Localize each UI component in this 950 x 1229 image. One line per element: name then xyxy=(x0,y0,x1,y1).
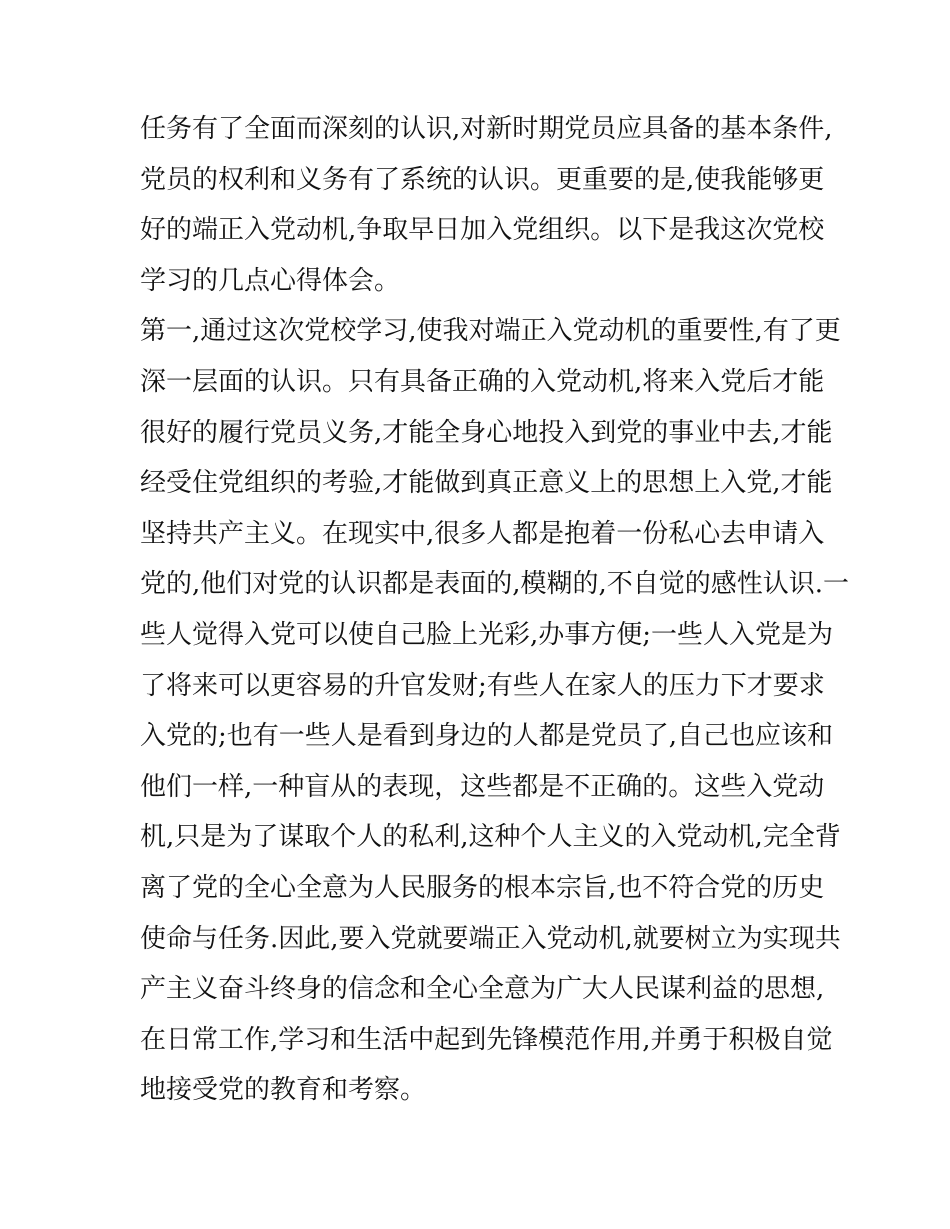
text-line: 机,只是为了谋取个人的私利,这种个人主义的入党动机,完全背 xyxy=(140,822,841,853)
text-line: 了将来可以更容易的升官发财;有些人在家人的压力下才要求 xyxy=(140,670,825,701)
text-line: 使命与任务.因此,要入党就要端正入党动机,就要树立为实现共 xyxy=(140,923,841,954)
text-line: 产主义奋斗终身的信念和全心全意为广大人民谋利益的思想, xyxy=(140,974,825,1005)
text-line: 经受住党组织的考验,才能做到真正意义上的思想上入党,才能 xyxy=(140,468,833,499)
text-line: 坚持共产主义。在现实中,很多人都是抱着一份私心去申请入 xyxy=(140,518,825,549)
text-line: 很好的履行党员义务,才能全身心地投入到党的事业中去,才能 xyxy=(140,417,833,448)
text-line: 第一,通过这次党校学习,使我对端正入党动机的重要性,有了更 xyxy=(140,316,841,347)
text-line: 地接受党的教育和考察。 xyxy=(140,1075,427,1106)
text-line: 入党的;也有一些人是看到身边的人都是党员了,自己也应该和 xyxy=(140,721,834,752)
text-line: 党的,他们对党的认识都是表面的,模糊的,不自觉的感性认识.一 xyxy=(140,569,850,600)
text-line: 在日常工作,学习和生活中起到先锋模范作用,并勇于积极自觉 xyxy=(140,1024,833,1055)
text-line: 深一层面的认识。只有具备正确的入党动机,将来入党后才能 xyxy=(140,366,825,397)
text-line: 学习的几点心得体会。 xyxy=(140,265,401,296)
text-line: 些人觉得入党可以使自己脸上光彩,办事方便;一些人入党是为 xyxy=(140,619,834,650)
text-line: 他们一样,一种盲从的表现，这些都是不正确的。这些入党动 xyxy=(140,771,825,802)
text-line: 党员的权利和义务有了系统的认识。更重要的是,使我能够更 xyxy=(140,164,825,195)
document-body xyxy=(140,104,850,1116)
text-line: 任务有了全面而深刻的认识,对新时期党员应具备的基本条件, xyxy=(140,114,833,144)
text-line: 好的端正入党动机,争取早日加入党组织。以下是我这次党校 xyxy=(140,215,825,246)
text-line: 离了党的全心全意为人民服务的根本宗旨,也不符合党的历史 xyxy=(140,872,825,903)
